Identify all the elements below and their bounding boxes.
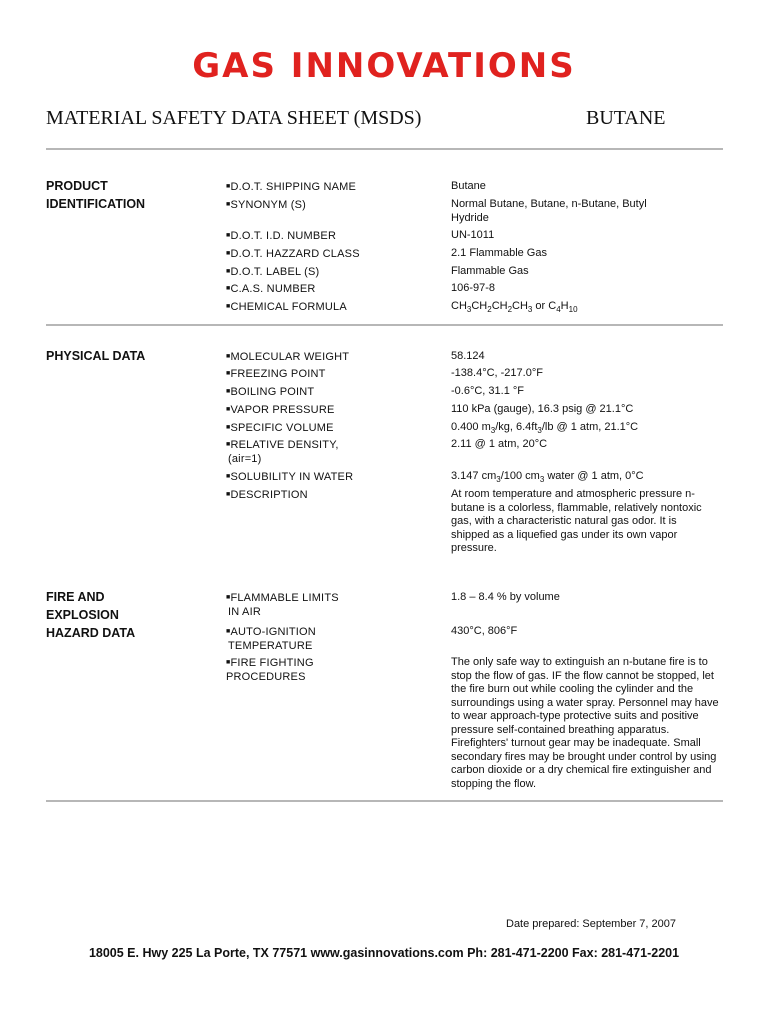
field-label-text: PROCEDURES [226,671,306,683]
field-label-text: C.A.S. NUMBER [230,283,316,295]
field-label-text: D.O.T. SHIPPING NAME [230,181,357,193]
field-label-text: TEMPERATURE [228,640,313,652]
bullet-icon: ■ [226,441,231,448]
section-title-line: PHYSICAL DATA [46,349,146,363]
field-label [226,350,349,364]
field-label [226,403,335,417]
field-value: -0.6°C, 31.1 °F [451,385,524,397]
field-label [226,385,314,399]
field-label-text: CHEMICAL FORMULA [230,301,347,313]
section-title-line: FIRE AND [46,590,105,604]
field-label-text: IN AIR [228,606,261,618]
field-label-text: AUTO-IGNITION [230,626,316,638]
field-label [226,247,360,261]
specific-volume-value: 0.400 $m_3/kg$, $6.4ft_3/lb$ @ 1 atm, 21.1°C [451,421,639,436]
field-label-text: SPECIFIC VOLUME [230,422,334,434]
field-label [226,421,334,435]
divider [46,324,723,326]
field-value: 106-97-8 [451,282,496,294]
field-value: 1.8 – 8.4 % by volume [451,591,560,603]
section-title-physical-data [46,347,145,365]
date-prepared: Date prepared: September 7, 2007 [506,918,677,930]
bullet-icon: ■ [226,201,231,208]
footer-contact-info: 18005 E. Hwy 225 La Porte, TX 77571 www.gasinnovations.com Ph: 281-471-2200 Fax: 281-471-2201 [88,946,680,960]
field-label [226,470,353,484]
field-label [226,300,347,314]
field-label-text: DESCRIPTION [230,489,308,501]
field-label-text: RELATIVE DENSITY, [230,439,339,451]
bullet-icon: ■ [226,183,231,190]
chemical-formula-value: $CH_3CH_2CH_2CH_3$ or $C_4H_{10}$ [451,300,578,315]
bullet-icon: ■ [226,473,231,480]
field-value: 2.11 @ 1 atm, 20°C [451,438,548,450]
bullet-icon: ■ [226,232,231,239]
document-title: MATERIAL SAFETY DATA SHEET (MSDS) [46,107,422,129]
bullet-icon: ■ [226,424,231,431]
field-label-text: FREEZING POINT [230,368,326,380]
field-value: 110 kPa (gauge), 16.3 psig @ 21.1°C [451,403,634,415]
field-label [226,625,316,653]
field-label-text: SYNONYM (S) [230,199,306,211]
field-value: The only safe way to extinguish an n-butane fire is to stop the flow of gas. IF the flow cannot be stopped, let the fire burn out while cooling the cylinder and the surroundings using a water spray. Personnel may have to wear approach-type protective suits and positive pressure self-contained breathing apparatus. Firefighters' turnout gear may be inadequate. Small secondary fires may be brought under control by using carbon dioxide or a dry chemical fire extinguisher and stopping the flow. [451,656,719,790]
section-title-fire-explosion-hazard [46,588,135,642]
field-label [226,488,308,502]
field-value: At room temperature and atmospheric pressure n-butane is a colorless, flammable, relatively nontoxic gas, with a characteristic natural gas odor. It is shipped as a liquefied gas under its own vapor pressure. [451,488,702,554]
bullet-icon: ■ [226,370,231,377]
field-label-text: BOILING POINT [230,386,315,398]
divider [46,148,723,150]
bullet-icon: ■ [226,353,231,360]
field-label [226,591,339,619]
divider [46,800,723,802]
field-value: Normal Butane, Butane, n-Butane, Butyl Hydride [451,198,647,224]
field-label-text: FIRE FIGHTING [230,657,314,669]
field-value: 58.124 [451,350,485,362]
bullet-icon: ■ [226,388,231,395]
field-value: UN-1011 [451,229,495,241]
bullet-icon: ■ [226,406,231,413]
field-label [226,180,356,194]
field-label-text: D.O.T. HAZZARD CLASS [230,248,360,260]
field-value: 2.1 Flammable Gas [451,247,547,259]
field-label-text: D.O.T. I.D. NUMBER [230,230,337,242]
bullet-icon: ■ [226,268,231,275]
field-label [226,367,326,381]
field-label-text: FLAMMABLE LIMITS [230,592,339,604]
bullet-icon: ■ [226,285,231,292]
field-label [226,438,339,466]
bullet-icon: ■ [226,250,231,257]
section-title-line: PRODUCT [46,179,108,193]
bullet-icon: ■ [226,594,231,601]
field-label [226,656,314,684]
field-label-text: VAPOR PRESSURE [230,404,335,416]
bullet-icon: ■ [226,659,231,666]
field-label-text: SOLUBILITY IN WATER [230,471,354,483]
field-label [226,229,336,243]
field-label [226,265,319,279]
section-title-line: EXPLOSION [46,608,119,622]
bullet-icon: ■ [226,491,231,498]
product-name: BUTANE [586,107,666,129]
section-title-line: IDENTIFICATION [46,197,146,211]
section-title-line: HAZARD DATA [46,626,136,640]
field-label-text: D.O.T. LABEL (S) [230,266,320,278]
field-label [226,282,316,296]
field-value: Butane [451,180,486,192]
field-value: 430°C, 806°F [451,625,518,637]
section-title-product-identification [46,177,145,213]
bullet-icon: ■ [226,628,231,635]
field-label [226,198,306,212]
field-value: -138.4°C, -217.0°F [451,367,543,379]
field-label-text: (air=1) [228,453,262,465]
company-logo: GAS INNOVATIONS [192,46,576,86]
field-value: Flammable Gas [451,265,529,277]
bullet-icon: ■ [226,303,231,310]
solubility-value: 3.147 $cm_3/100$ $cm_3$ water @ 1 atm, 0°C [451,470,644,485]
field-label-text: MOLECULAR WEIGHT [230,351,350,363]
